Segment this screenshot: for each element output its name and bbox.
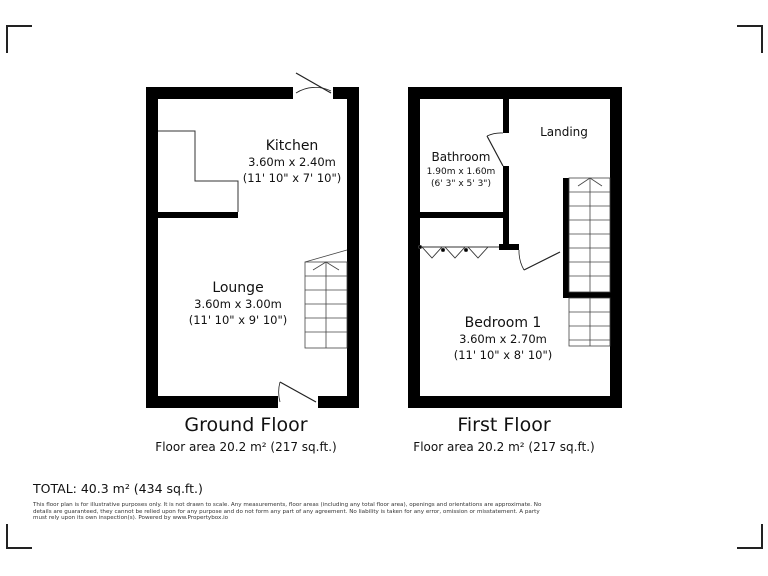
lounge-imperial: (11' 10" x 9' 10")	[188, 313, 288, 327]
landing-wall-end	[499, 244, 519, 250]
disclaimer: This floor plan is for illustrative purposes only. It is not drawn to scale. Any measurements, floor areas (including any total floor area), openings and orientations are approximate. No details are guaranteed, they cannot be relied upon for any purpose and do not form any part of any agreement. No liability is taken for any error, omission or misstatement. A party must rely upon its own inspection(s). Powered by www.Propertybox.io	[33, 502, 542, 522]
ground-staircase	[305, 250, 347, 348]
ground-top-door	[296, 73, 331, 93]
first-floor-title: First Floor	[457, 414, 551, 436]
ground-floor-title: Ground Floor	[184, 414, 308, 436]
lounge-metric: 3.60m x 3.00m	[194, 297, 282, 311]
bathroom-name: Bathroom	[431, 150, 491, 164]
ground-bottom-door	[279, 382, 316, 402]
stairwell-wall-left	[563, 178, 569, 298]
bathroom-wall-bottom	[420, 212, 509, 218]
crop-mark-top-left	[7, 26, 32, 53]
first-wall-top	[408, 87, 622, 99]
crop-mark-bottom-right	[737, 524, 762, 548]
bedroom-door	[519, 250, 560, 270]
first-floor-plan	[408, 87, 622, 454]
ground-wall-bottom-left	[146, 396, 278, 408]
first-wall-right	[610, 87, 622, 408]
ground-wall-top-left	[146, 87, 293, 99]
bathroom-wall-right-lower	[503, 166, 509, 214]
kitchen-counter	[158, 131, 238, 212]
bedroom-metric: 3.60m x 2.70m	[459, 332, 547, 346]
first-staircase	[569, 178, 610, 346]
ground-internal-wall	[158, 212, 238, 218]
bathroom-imperial: (6' 3" x 5' 3")	[431, 179, 491, 189]
bathroom-metric: 1.90m x 1.60m	[426, 167, 496, 177]
wardrobe-doors	[418, 245, 499, 258]
crop-mark-bottom-left	[7, 524, 32, 548]
kitchen-imperial: (11' 10" x 7' 10")	[242, 171, 342, 185]
first-wall-bottom	[408, 396, 622, 408]
ground-wall-bottom-right	[318, 396, 359, 408]
total-area: TOTAL: 40.3 m² (434 sq.ft.)	[33, 481, 203, 496]
ground-wall-right	[347, 87, 359, 408]
kitchen-name: Kitchen	[265, 138, 319, 154]
bedroom-name: Bedroom 1	[464, 315, 542, 331]
lounge-name: Lounge	[212, 280, 264, 296]
first-floor-area: Floor area 20.2 m² (217 sq.ft.)	[413, 440, 595, 454]
ground-floor-plan	[146, 73, 359, 454]
crop-marks	[7, 26, 762, 548]
ground-floor-area: Floor area 20.2 m² (217 sq.ft.)	[155, 440, 337, 454]
crop-mark-top-right	[737, 26, 762, 53]
stairwell-wall-bottom	[563, 292, 610, 298]
ground-wall-top-right	[333, 87, 359, 99]
kitchen-metric: 3.60m x 2.40m	[248, 155, 336, 169]
bathroom-wall-right-upper	[503, 99, 509, 133]
landing-name: Landing	[540, 125, 588, 139]
ground-wall-left	[146, 87, 158, 408]
bedroom-imperial: (11' 10" x 8' 10")	[453, 348, 553, 362]
